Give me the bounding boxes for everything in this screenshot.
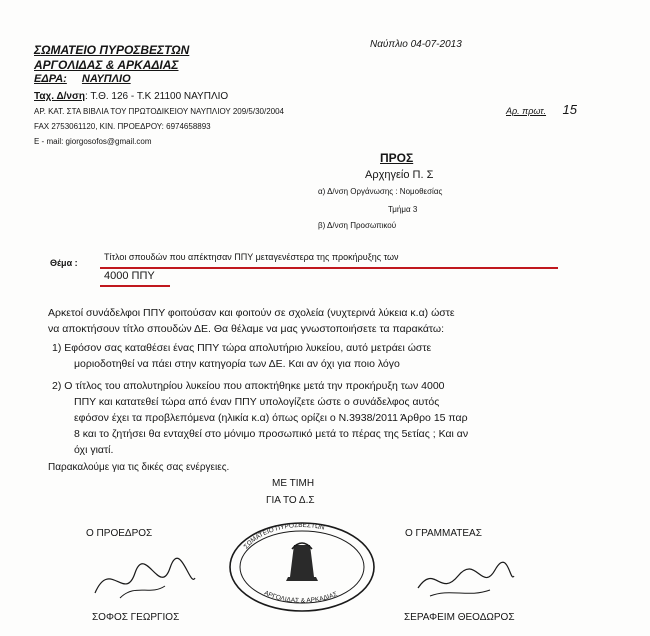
item1-line1: 1) Εφόσον σας καταθέσει ένας ΠΠΥ τώρα απολυτήριο λυκείου, αυτό μετράει ώστε	[52, 342, 432, 354]
seat-label: ΕΔΡΑ:	[34, 73, 67, 85]
place-date: Ναύπλιο 04-07-2013	[370, 39, 462, 50]
protocol-line	[506, 103, 577, 116]
recipient-line-a: α) Δ/νση Οργάνωσης : Νομοθεσίας	[318, 187, 443, 196]
honor-line2: ΓΙΑ ΤΟ Δ.Σ	[266, 495, 315, 506]
subject-label: Θέμα :	[50, 258, 78, 268]
org-name-line1: ΣΩΜΑΤΕΙΟ ΠΥΡΟΣΒΕΣΤΩΝ	[34, 43, 190, 57]
secretary-title: Ο ΓΡΑΜΜΑΤΕΑΣ	[405, 528, 482, 539]
protocol-label: Αρ. πρωτ.	[506, 106, 547, 116]
svg-text:ΣΩΜΑΤΕΙΟ ΠΥΡΟΣΒΕΣΤΩΝ: ΣΩΜΑΤΕΙΟ ΠΥΡΟΣΒΕΣΤΩΝ	[242, 521, 326, 551]
intro-line2: να αποκτήσουν τίτλο σπουδών ΔΕ. Θα θέλαμε να μας γνωστοποιήσετε τα παρακάτω:	[48, 323, 445, 335]
president-title: Ο ΠΡΟΕΔΡΟΣ	[86, 528, 153, 539]
postal-line	[34, 92, 228, 102]
protocol-number: 15	[562, 102, 578, 117]
subject-line2: 4000 ΠΠΥ	[104, 270, 155, 282]
subject-underline-2	[100, 285, 170, 287]
item2-line1: 2) Ο τίτλος του απολυτηρίου λυκείου που αποκτήθηκε μετά την προκήρυξη των 4000	[52, 380, 445, 392]
subject-underline-1	[100, 267, 558, 269]
item2-line3: εφόσον έχει τα προβλεπόμενα (ηλικία κ.α) όπως ορίζει ο Ν.3938/2011 Άρθρο 15 παρ	[74, 412, 468, 424]
president-signature	[90, 548, 200, 608]
item-1	[52, 340, 431, 372]
org-name-line2: ΑΡΓΟΛΙΔΑΣ & ΑΡΚΑΔΙΑΣ	[34, 58, 179, 72]
item2-line5: όχι γιατί.	[74, 444, 114, 456]
to-heading: ΠΡΟΣ	[380, 151, 414, 165]
item2-line4: 8 και το ζητήσει θα ενταχθεί στο μόνιμο προσωπικό μετά το πέρας της 5ετίας ; Και αν	[74, 428, 469, 440]
recipient-archive: Αρχηγείο Π. Σ	[365, 169, 434, 181]
item-2	[52, 378, 468, 458]
closing-line: Παρακαλούμε για τις δικές σας ενέργειες.	[48, 462, 230, 473]
president-name: ΣΟΦΟΣ ΓΕΩΡΓΙΟΣ	[92, 612, 180, 623]
email-line: E - mail: giorgosofos@gmail.com	[34, 137, 152, 146]
secretary-name: ΣΕΡΑΦΕΙΜ ΘΕΟΔΩΡΟΣ	[404, 612, 515, 623]
item1-line2: μοριοδοτηθεί να πάει στην κατηγορία των ΔΕ. Και αν όχι για ποιο λόγο	[74, 358, 400, 370]
postal-label: Ταχ. Δ/νση	[34, 91, 85, 102]
postal-value: : Τ.Θ. 126 - Τ.Κ 21100 ΝΑΥΠΛΙΟ	[84, 91, 229, 102]
registry-line: ΑΡ. ΚΑΤ. ΣΤΑ ΒΙΒΛΙΑ ΤΟΥ ΠΡΩΤΟΔΙΚΕΙΟΥ ΝΑΥΠΛΙΟΥ 209/5/30/2004	[34, 107, 285, 116]
body-text	[48, 305, 455, 337]
subject-line1: Τίτλοι σπουδών που απέκτησαν ΠΠΥ μεταγενέστερα της προκήρυξης των	[104, 252, 399, 262]
intro-line1: Αρκετοί συνάδελφοι ΠΠΥ φοιτούσαν και φοιτούν σε σχολεία (νυχτερινά λύκεια κ.α) ώστε	[48, 307, 455, 319]
seat-line	[34, 74, 131, 85]
honor-line1: ΜΕ ΤΙΜΗ	[272, 478, 315, 489]
svg-text:ΑΡΓΟΛΙΔΑΣ & ΑΡΚΑΔΙΑΣ: ΑΡΓΟΛΙΔΑΣ & ΑΡΚΑΔΙΑΣ	[262, 589, 339, 605]
item2-line2: ΠΠΥ και κατατεθεί τώρα από έναν ΠΠΥ υπολογίζετε ώστε ο συνάδελφος αυτός	[74, 396, 440, 408]
association-stamp	[222, 515, 382, 615]
fax-line: FAX 2753061120, ΚΙΝ. ΠΡΟΕΔΡΟΥ: 6974658893	[34, 122, 211, 131]
seat-value: ΝΑΥΠΛΙΟ	[81, 73, 131, 85]
recipient-line-a2: Τμήμα 3	[388, 205, 418, 214]
secretary-signature	[410, 548, 520, 608]
recipient-line-b: β) Δ/νση Προσωπικού	[318, 221, 397, 230]
